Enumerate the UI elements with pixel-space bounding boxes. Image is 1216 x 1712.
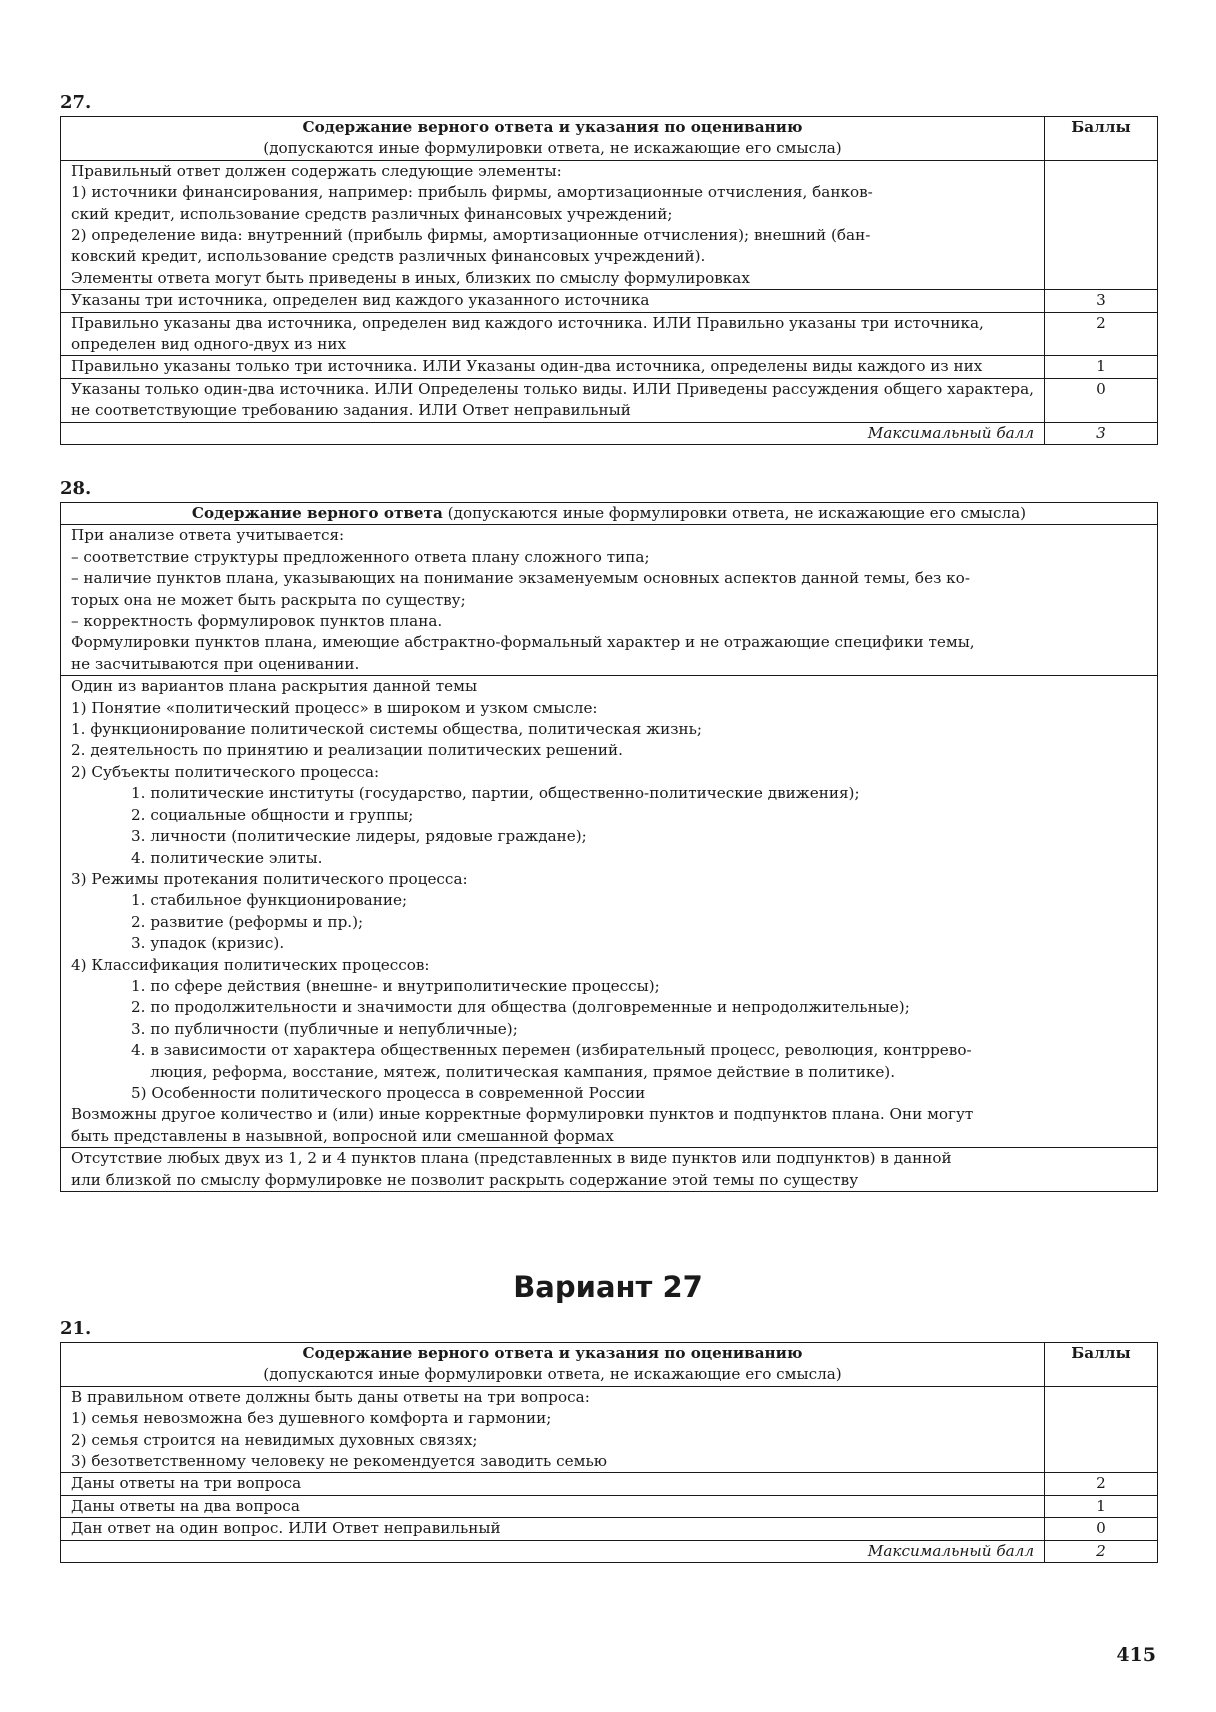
analysis-line: Формулировки пунктов плана, имеющие абстрактно-формальный характер и не отражающие специфики темы, xyxy=(71,633,975,652)
criterion-text: Даны ответы на два вопроса xyxy=(61,1495,1045,1517)
plan-line: 2) Субъекты политического процесса: xyxy=(71,762,380,781)
criterion-score: 2 xyxy=(1045,312,1158,356)
question-number-21: 21. xyxy=(60,1318,92,1339)
plan-line: 1. функционирование политической системы общества, политическая жизнь; xyxy=(71,720,703,739)
content-line: 1) семья невозможна без душевного комфорта и гармонии; xyxy=(71,1409,552,1428)
criterion-text: Даны ответы на три вопроса xyxy=(61,1473,1045,1495)
header-subtitle: (допускаются иные формулировки ответа, не искажающие его смысла) xyxy=(442,504,1027,522)
header-title: Содержание верного ответа и указания по оцениванию xyxy=(302,1344,803,1362)
analysis-line: – наличие пунктов плана, указывающих на понимание экзаменуемым основных аспектов данной темы, без ко- xyxy=(71,569,970,588)
header-title: Содержание верного ответа xyxy=(191,504,443,522)
plan-requirement xyxy=(61,1148,1158,1192)
plan-line: 1) Понятие «политический процесс» в широком и узком смысле: xyxy=(71,698,598,717)
plan-subline: 1. политические институты (государство, партии, общественно-политические движения); xyxy=(131,784,860,803)
criterion-score: 0 xyxy=(1045,1518,1158,1540)
table-header xyxy=(61,117,1045,161)
plan-subline: 3. личности (политические лидеры, рядовые граждане); xyxy=(131,827,587,846)
header-subtitle: (допускаются иные формулировки ответа, не искажающие его смысла) xyxy=(263,1365,842,1384)
header-subtitle: (допускаются иные формулировки ответа, не искажающие его смысла) xyxy=(263,139,842,158)
plan-line: 3) Режимы протекания политического процесса: xyxy=(71,869,468,888)
plan-subline: 3. по публичности (публичные и непубличные); xyxy=(131,1019,518,1038)
plan-subline: 3. упадок (кризис). xyxy=(131,934,285,953)
analysis-criteria xyxy=(61,525,1158,676)
content-line: Правильный ответ должен содержать следующие элементы: xyxy=(71,161,562,180)
plan-subline: 2. развитие (реформы и пр.); xyxy=(131,912,364,931)
table-header xyxy=(61,1343,1045,1387)
content-line: 1) источники финансирования, например: прибыль фирмы, амортизационные отчисления, банков- xyxy=(71,183,873,202)
plan-subline: 1. стабильное функционирование; xyxy=(131,891,408,910)
plan-variant xyxy=(61,676,1158,1148)
criterion-text: Правильно указаны два источника, определен вид каждого источника. ИЛИ Правильно указаны три источника, определен вид одного-двух из них xyxy=(61,312,1045,356)
plan-subline: 1. по сфере действия (внешне- и внутриполитические процессы); xyxy=(131,976,660,995)
score-column-header: Баллы xyxy=(1045,117,1158,161)
plan-subline: 2. по продолжительности и значимости для общества (долговременные и непродолжительные); xyxy=(131,998,910,1017)
criterion-score: 2 xyxy=(1045,1473,1158,1495)
answer-table-28 xyxy=(60,502,1158,1192)
table-header xyxy=(61,503,1158,525)
header-title: Содержание верного ответа и указания по оцениванию xyxy=(302,118,803,136)
content-line: 2) определение вида: внутренний (прибыль фирмы, амортизационные отчисления); внешний (бан- xyxy=(71,226,871,245)
content-line: ковский кредит, использование средств различных финансовых учреждений). xyxy=(71,247,706,266)
analysis-line: торых она не может быть раскрыта по существу; xyxy=(71,590,466,609)
analysis-line: – соответствие структуры предложенного ответа плану сложного типа; xyxy=(71,547,650,566)
plan-subline: 4. политические элиты. xyxy=(131,848,323,867)
plan-line: Возможны другое количество и (или) иные корректные формулировки пунктов и подпунктов плана. Они могут xyxy=(71,1105,974,1124)
criterion-text: Указаны только один-два источника. ИЛИ Определены только виды. ИЛИ Приведены рассуждения общего характера, не соответствующие требованию задания. ИЛИ Ответ неправильный xyxy=(61,378,1045,422)
content-line: 2) семья строится на невидимых духовных связях; xyxy=(71,1430,478,1449)
content-line: В правильном ответе должны быть даны ответы на три вопроса: xyxy=(71,1387,590,1406)
variant-title: Вариант 27 xyxy=(513,1270,703,1304)
content-line: Элементы ответа могут быть приведены в иных, близких по смыслу формулировках xyxy=(71,268,750,287)
criterion-score: 3 xyxy=(1045,290,1158,312)
plan-subline: 2. социальные общности и группы; xyxy=(131,805,414,824)
criterion-score: 0 xyxy=(1045,378,1158,422)
answer-content xyxy=(61,1386,1045,1473)
question-number-28: 28. xyxy=(60,478,92,499)
footer-line: или близкой по смыслу формулировке не позволит раскрыть содержание этой темы по существу xyxy=(71,1170,859,1189)
criterion-score: 1 xyxy=(1045,1495,1158,1517)
analysis-line: не засчитываются при оценивании. xyxy=(71,654,360,673)
max-score-label: Максимальный балл xyxy=(61,422,1045,444)
plan-subline: 5) Особенности политического процесса в современной России xyxy=(131,1083,646,1102)
max-score-label: Максимальный балл xyxy=(61,1540,1045,1562)
criterion-text: Правильно указаны только три источника. ИЛИ Указаны один-два источника, определены виды каждого из них xyxy=(61,356,1045,378)
content-line: ский кредит, использование средств различных финансовых учреждений; xyxy=(71,204,673,223)
max-score-value: 3 xyxy=(1045,422,1158,444)
criterion-text: Дан ответ на один вопрос. ИЛИ Ответ неправильный xyxy=(61,1518,1045,1540)
analysis-line: – корректность формулировок пунктов плана. xyxy=(71,612,443,631)
score-column-header: Баллы xyxy=(1045,1343,1158,1387)
page-number: 415 xyxy=(1116,1644,1156,1666)
content-line: 3) безответственному человеку не рекомендуется заводить семью xyxy=(71,1452,607,1471)
plan-subline: люция, реформа, восстание, мятеж, политическая кампания, прямое действие в политике). xyxy=(131,1062,896,1081)
max-score-value: 2 xyxy=(1045,1540,1158,1562)
criterion-text: Указаны три источника, определен вид каждого указанного источника xyxy=(61,290,1045,312)
plan-line: Один из вариантов плана раскрытия данной темы xyxy=(71,677,478,696)
answer-table-21 xyxy=(60,1342,1158,1563)
answer-table-27 xyxy=(60,116,1158,445)
plan-line: быть представлены в назывной, вопросной или смешанной формах xyxy=(71,1126,614,1145)
question-number-27: 27. xyxy=(60,92,92,113)
footer-line: Отсутствие любых двух из 1, 2 и 4 пунктов плана (представленных в виде пунктов или подпунктов) в данной xyxy=(71,1149,952,1168)
plan-line: 2. деятельность по принятию и реализации политических решений. xyxy=(71,741,623,760)
answer-content xyxy=(61,160,1045,289)
analysis-line: При анализе ответа учитывается: xyxy=(71,526,345,545)
plan-line: 4) Классификация политических процессов: xyxy=(71,955,430,974)
plan-subline: 4. в зависимости от характера общественных перемен (избирательный процесс, революция, контррево- xyxy=(131,1041,972,1060)
criterion-score: 1 xyxy=(1045,356,1158,378)
